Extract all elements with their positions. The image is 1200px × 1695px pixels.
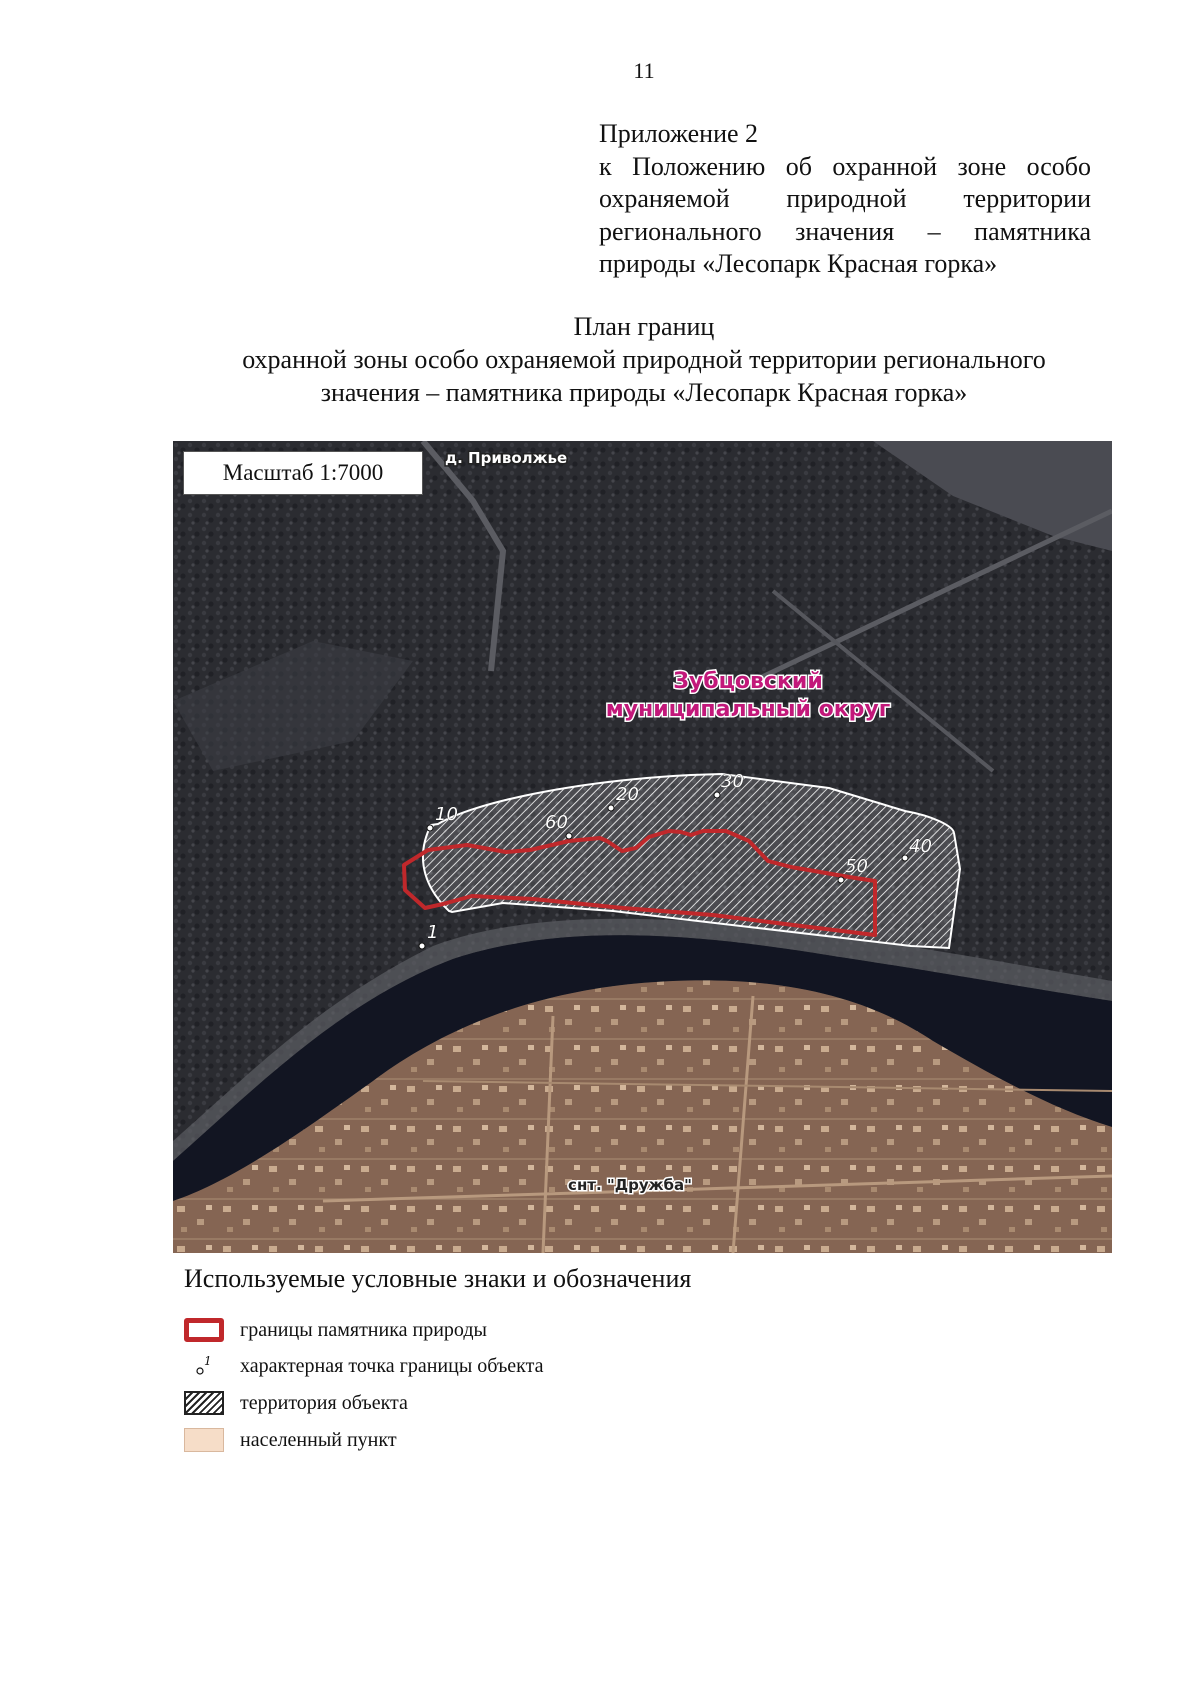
- point-10-label: 10: [435, 804, 458, 825]
- legend-item-boundary: [184, 1316, 487, 1344]
- svg-text:1: 1: [204, 1354, 212, 1368]
- red-boundary-icon: [184, 1318, 224, 1342]
- settlement-fill-icon: [184, 1428, 224, 1452]
- appendix-label: Приложение 2: [599, 119, 759, 148]
- point-10-marker: [427, 825, 433, 831]
- scale-label: Масштаб 1:7000: [183, 451, 423, 495]
- plan-title-line-3: значения – памятника природы «Лесопарк Красная горка»: [320, 378, 968, 407]
- appendix-line-4: природы «Лесопарк Красная горка»: [599, 249, 998, 278]
- point-50-marker: [838, 877, 844, 883]
- point-30-marker: [714, 792, 720, 798]
- village-label: д. Приволжье: [445, 449, 568, 467]
- plan-title-line-2: охранной зоны особо охраняемой природной территории регионального: [242, 345, 1046, 374]
- point-40-label: 40: [909, 836, 932, 857]
- legend-item-label: территория объекта: [240, 1391, 408, 1414]
- point-60-label: 60: [545, 812, 568, 833]
- appendix-line-2: охраняемой природной территории: [599, 184, 1091, 213]
- plan-title-line-1: План границ: [573, 312, 715, 341]
- point-50-label: 50: [845, 856, 868, 877]
- appendix-line-1: к Положению об охранной зоне особо: [599, 151, 1091, 181]
- legend-item-point: [184, 1352, 544, 1380]
- page-number: 11: [633, 58, 655, 83]
- point-marker-icon: [184, 1354, 224, 1378]
- legend-item-label: характерная точка границы объекта: [240, 1354, 544, 1377]
- legend-item-label: населенный пункт: [240, 1428, 397, 1451]
- point-40-marker: [902, 855, 908, 861]
- district-label-line-2: муниципальный округ: [605, 697, 891, 722]
- point-20-marker: [608, 805, 614, 811]
- legend-title: Используемые условные знаки и обозначения: [184, 1264, 692, 1293]
- legend-item-settlement: [184, 1426, 397, 1454]
- point-20-label: 20: [616, 784, 639, 805]
- plan-title: [0, 310, 1200, 409]
- point-1-marker: [419, 943, 425, 949]
- point-30-label: 30: [721, 771, 744, 792]
- appendix-line-3: регионального значения – памятника: [599, 216, 1091, 246]
- legend-item-territory: [184, 1389, 408, 1417]
- settlement-label: снт. "Дружба": [568, 1176, 692, 1194]
- point-60-marker: [566, 833, 572, 839]
- satellite-map: [173, 441, 1112, 1253]
- point-1-label: 1: [427, 922, 439, 943]
- hatch-icon: [184, 1391, 224, 1415]
- district-label-line-1: Зубцовский: [673, 669, 823, 694]
- appendix-header: [599, 118, 1091, 281]
- legend-item-label: границы памятника природы: [240, 1318, 487, 1341]
